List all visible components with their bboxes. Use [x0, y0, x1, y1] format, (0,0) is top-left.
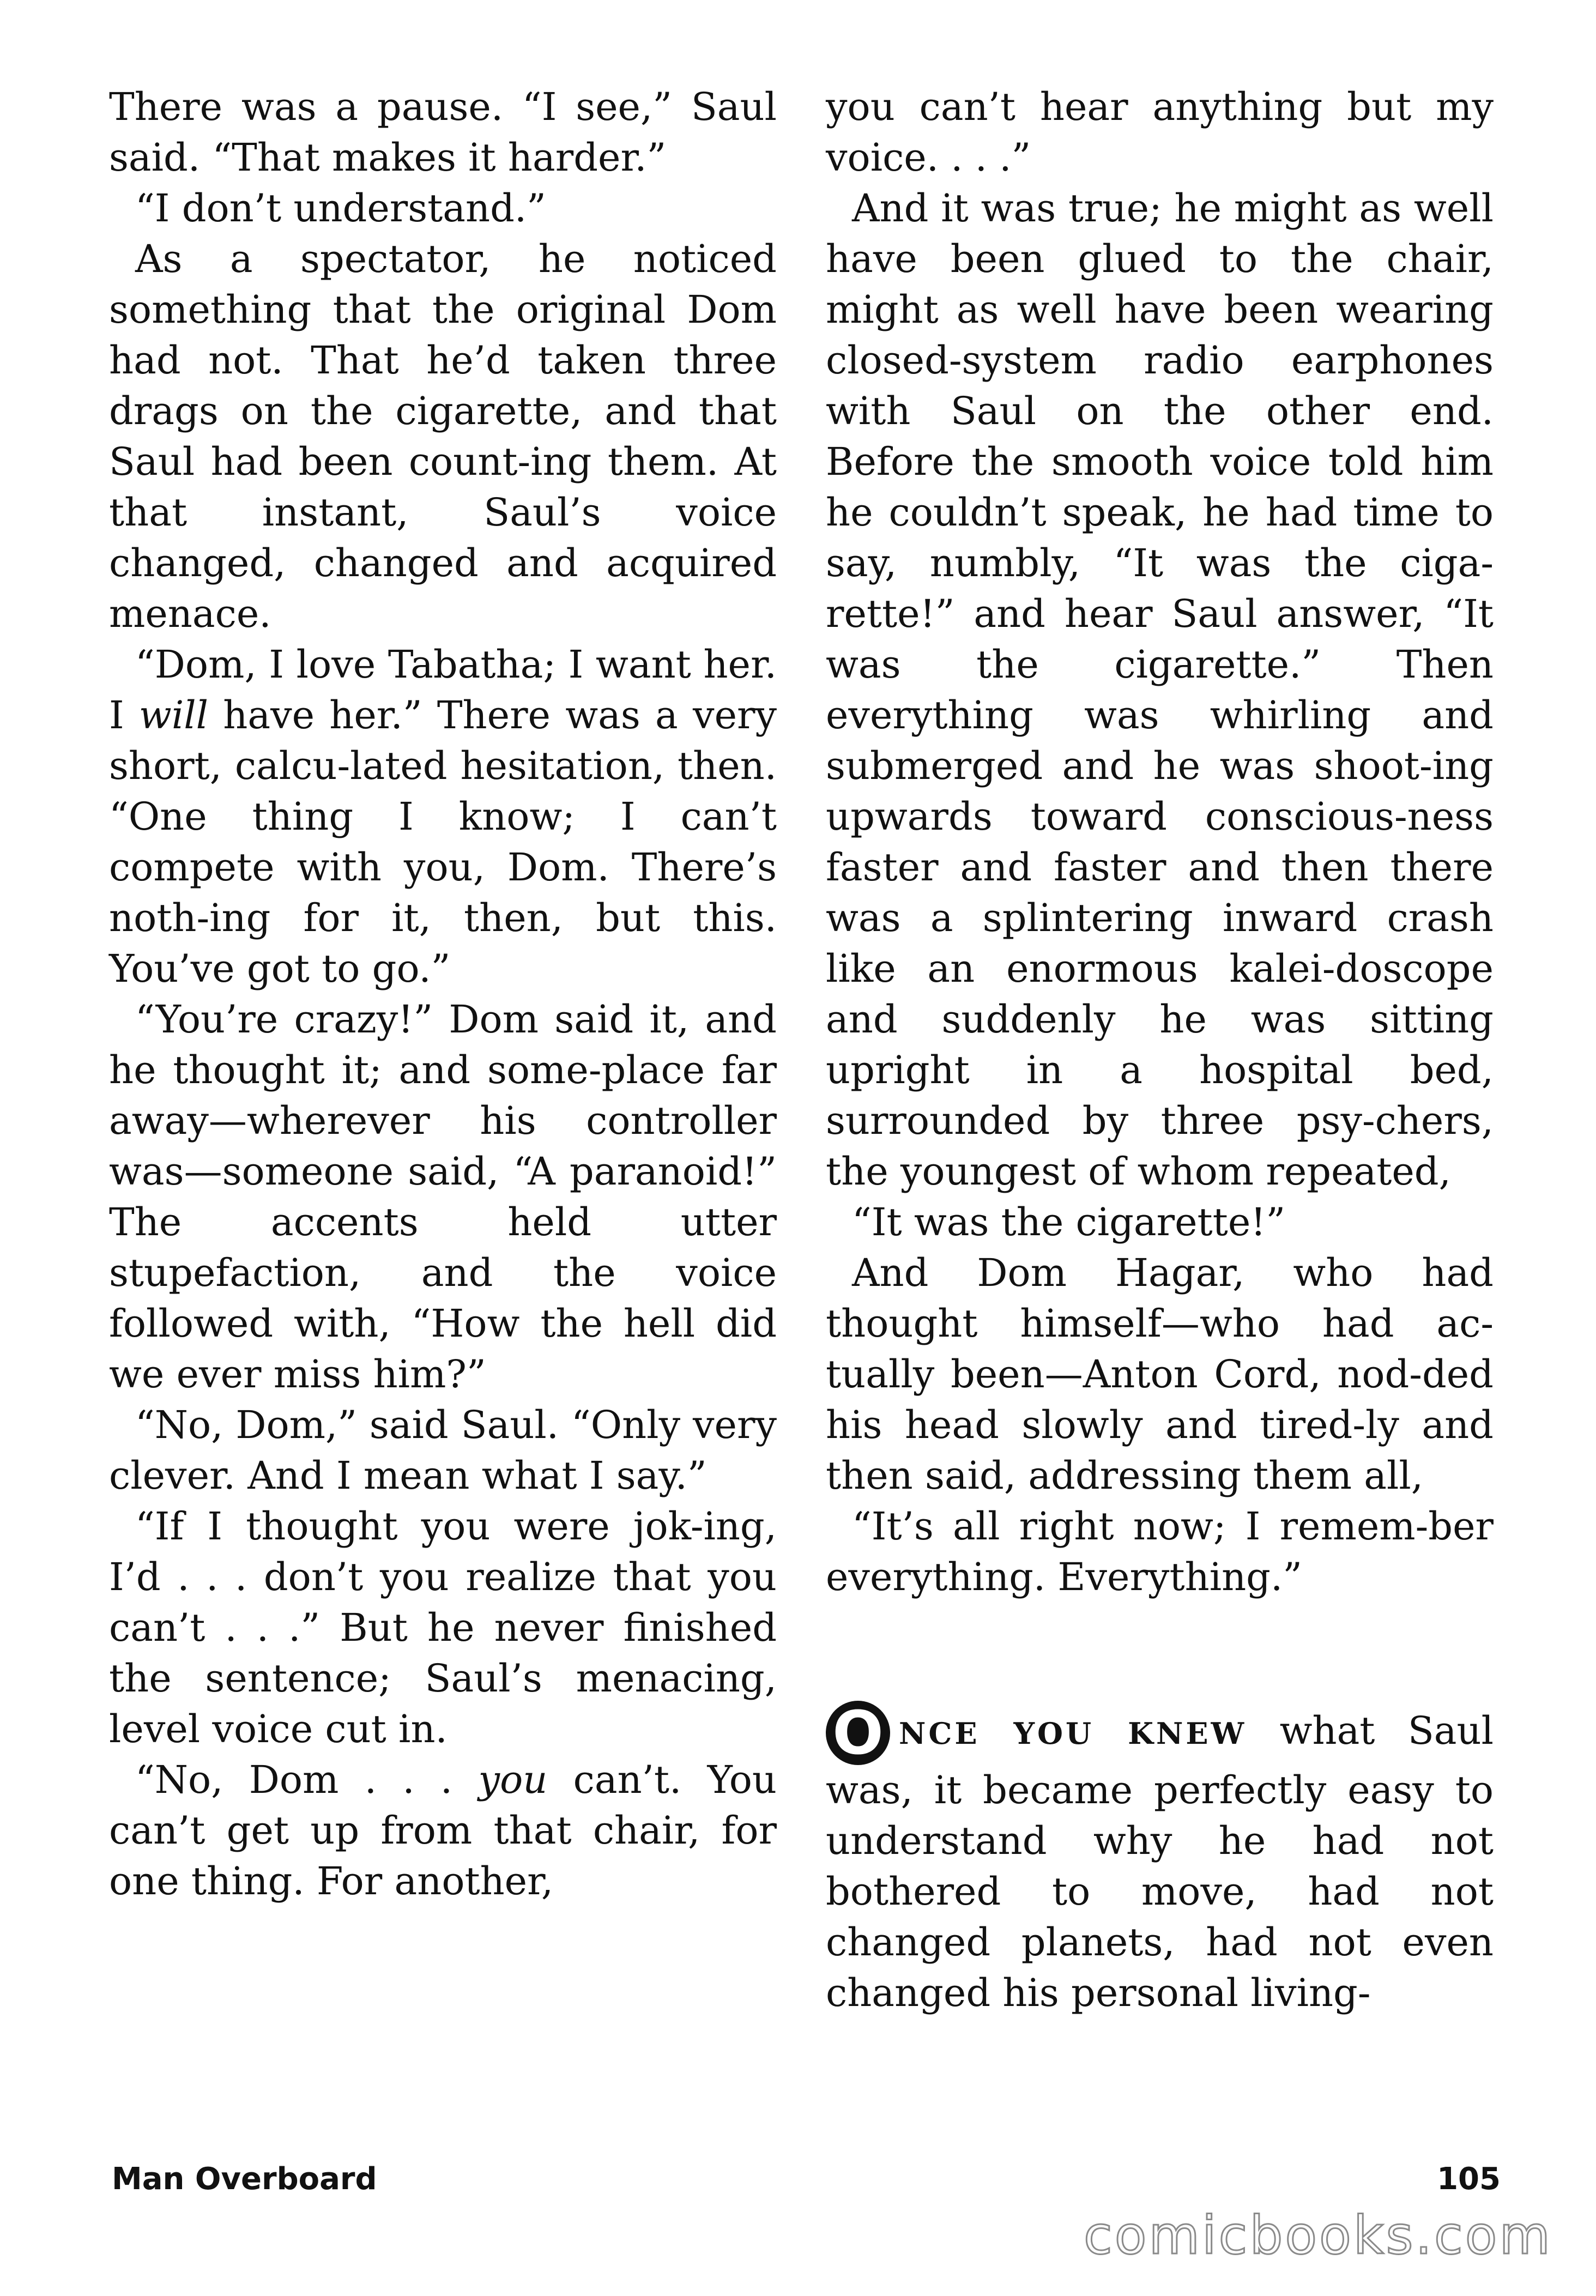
- text-run: can’t. You can’t get up from that chair, for one thing. For another,: [109, 1757, 777, 1904]
- paragraph: As a spectator, he noticed something that the original Dom had not. That he’d taken three drags on the cigarette, and that Saul had been count-ing them. At that instant, Saul’s voice changed, changed and acquired menace.: [109, 237, 777, 636]
- running-footer-title: Man Overboard: [112, 2161, 377, 2197]
- page-number: 105: [1437, 2161, 1501, 2197]
- text-run: what Saul was, it became perfectly easy to understand why he had not bothered to move, had not changed planets, had not even changed his personal living-: [826, 1708, 1494, 2015]
- paragraph: “It was the cigarette!”: [852, 1200, 1286, 1244]
- paragraph: “It’s all right now; I remem-ber everything. Everything.”: [826, 1504, 1494, 1599]
- emphasis: will: [138, 693, 208, 738]
- paragraph: “You’re crazy!” Dom said it, and he thought it; and some-place far away—wherever his controller was—someone said, “A paranoid!” The accents held utter stupefaction, and the voice followed with, “How the hell did we ever miss him?”: [109, 997, 777, 1397]
- lead-in-caps: NCE YOU KNEW: [899, 1716, 1247, 1751]
- text-run: “No, Dom . . .: [135, 1757, 479, 1802]
- text-run: “Dom, I love Tabatha; I want her. I: [109, 642, 777, 738]
- emphasis: you: [478, 1757, 548, 1802]
- paragraph: [109, 639, 777, 994]
- paragraph: “I don’t understand.”: [135, 186, 546, 231]
- text-run: have her.” There was a very short, calcu-lated hesitation, then. “One thing I know; I can’t compete with you, Dom. There’s noth-ing for it, then, but this. You’ve got to go.”: [109, 693, 777, 991]
- left-text-column: [109, 82, 777, 1907]
- paragraph: you can’t hear anything but my voice. . . .”: [826, 84, 1494, 180]
- paragraph: “If I thought you were jok-ing, I’d . . . don’t you realize that you can’t . . .” But he never finished the sentence; Saul’s menacing, level voice cut in.: [109, 1504, 777, 1751]
- paragraph: And it was true; he might as well have been glued to the chair, might as well have been wearing closed-system radio earphones with Saul on the other end. Before the smooth voice told him he couldn’t speak, he had time to say, numbly, “It was the ciga-rette!” and hear Saul answer, “It was the cigarette.” Then everything was whirling and submerged and he was shoot-ing upwards toward conscious-ness faster and faster and then there was a splintering inward crash like an enormous kalei-doscope and suddenly he was sitting upright in a hospital bed, surrounded by three psy-chers, the youngest of whom repeated,: [826, 186, 1494, 1194]
- watermark: comicbooks.com: [1083, 2205, 1552, 2266]
- paragraph: And Dom Hagar, who had thought himself—who had ac-tually been—Anton Cord, nod-ded his head slowly and tired-ly and then said, addressing them all,: [826, 1250, 1494, 1498]
- section-opening-paragraph: [826, 1698, 1494, 2019]
- paragraph: [109, 1755, 777, 1907]
- paragraph: There was a pause. “I see,” Saul said. “That makes it harder.”: [109, 84, 777, 180]
- drop-cap: O: [826, 1701, 890, 1765]
- paragraph: “No, Dom,” said Saul. “Only very clever. And I mean what I say.”: [109, 1403, 777, 1498]
- right-text-column: [826, 82, 1494, 2019]
